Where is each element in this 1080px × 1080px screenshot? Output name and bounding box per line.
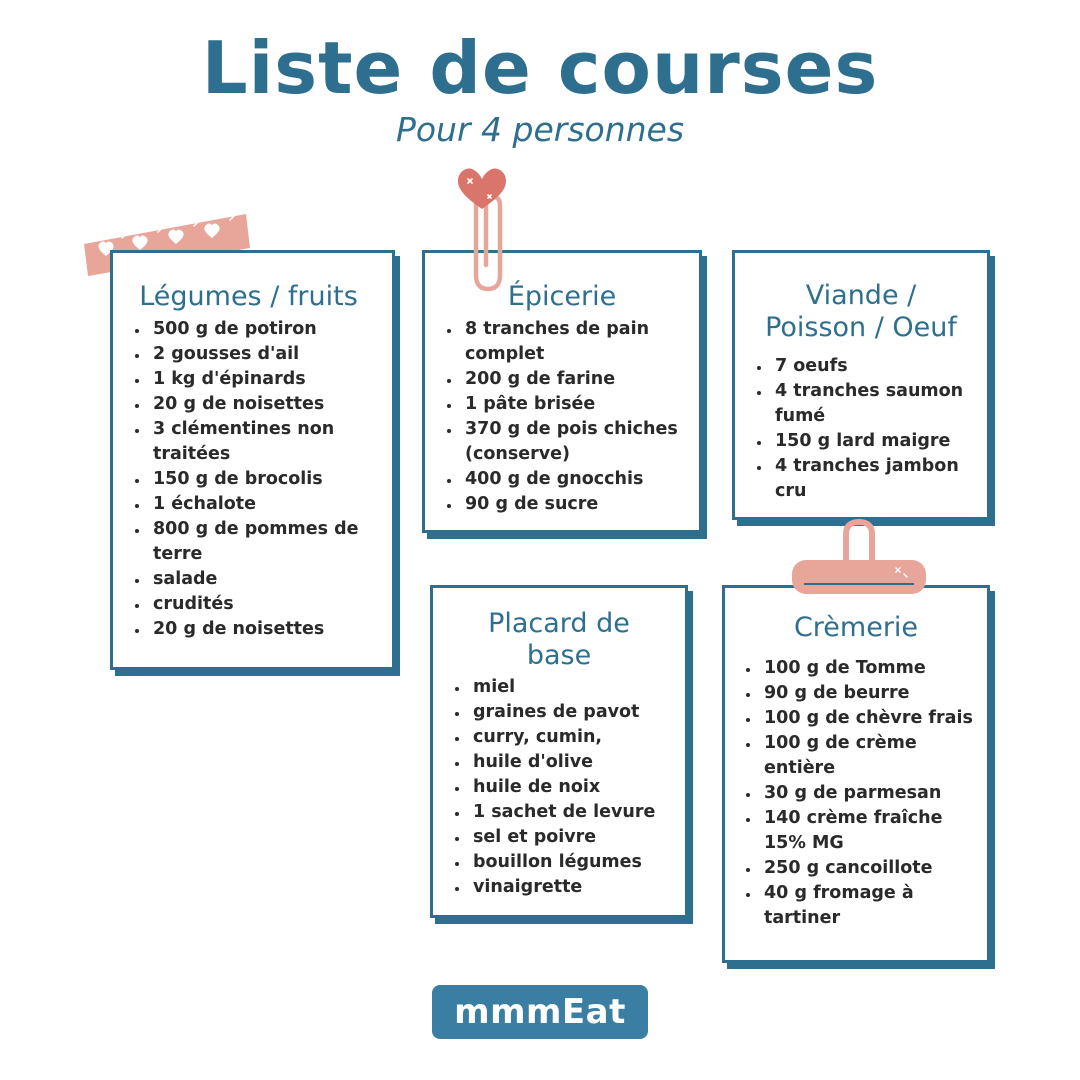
card-legumes-fruits xyxy=(110,250,395,670)
list-item: • 150 g lard maigre xyxy=(771,429,987,454)
list-item: • 1 sachet de levure xyxy=(469,800,685,825)
list-item: • 30 g de parmesan xyxy=(760,781,987,806)
item-list xyxy=(433,675,685,900)
list-item: • 90 g de sucre xyxy=(461,492,699,517)
list-item: • huile d'olive xyxy=(469,750,685,775)
card-title-line: base xyxy=(526,640,592,671)
list-item: • 40 g fromage à tartiner xyxy=(760,881,987,931)
card-title-line: Placard de xyxy=(488,608,630,639)
list-item: • huile de noix xyxy=(469,775,685,800)
item-list xyxy=(725,656,987,931)
list-item: • sel et poivre xyxy=(469,825,685,850)
list-item: • 1 échalote xyxy=(149,492,392,517)
list-item: • 4 tranches jambon cru xyxy=(771,454,987,504)
list-item: • crudités xyxy=(149,592,392,617)
item-list xyxy=(425,317,699,517)
card-title: Crèmerie xyxy=(793,612,919,643)
list-item: • bouillon légumes xyxy=(469,850,685,875)
brand-logo: mmmEat xyxy=(432,985,648,1039)
heart-paperclip-icon xyxy=(448,165,518,295)
binder-clip-icon xyxy=(788,518,930,600)
list-item: • graines de pavot xyxy=(469,700,685,725)
list-item: • vinaigrette xyxy=(469,875,685,900)
page-subtitle: Pour 4 personnes xyxy=(395,110,685,149)
list-item: • salade xyxy=(149,567,392,592)
list-item: • 200 g de farine xyxy=(461,367,699,392)
list-item: • 20 g de noisettes xyxy=(149,392,392,417)
list-item: • 1 kg d'épinards xyxy=(149,367,392,392)
card-placard-de-base xyxy=(430,585,688,918)
list-item: • 800 g de pommes de terre xyxy=(149,517,392,567)
list-item: • 1 pâte brisée xyxy=(461,392,699,417)
card-title: Légumes / fruits xyxy=(139,281,358,312)
list-item: • 150 g de brocolis xyxy=(149,467,392,492)
list-item: • 250 g cancoillote xyxy=(760,856,987,881)
list-item: • 8 tranches de pain complet xyxy=(461,317,699,367)
list-item: • miel xyxy=(469,675,685,700)
list-item: • 500 g de potiron xyxy=(149,317,392,342)
page-title: Liste de courses xyxy=(201,26,879,110)
card-title-line: Viande / xyxy=(805,280,917,311)
list-item: • 140 crème fraîche 15% MG xyxy=(760,806,987,856)
list-item: • 7 oeufs xyxy=(771,354,987,379)
list-item: • 100 g de chèvre frais xyxy=(760,706,987,731)
card-title-line: Poisson / Oeuf xyxy=(765,312,957,343)
list-item: • 4 tranches saumon fumé xyxy=(771,379,987,429)
item-list xyxy=(113,317,392,642)
card-title xyxy=(735,280,987,344)
list-item: • 2 gousses d'ail xyxy=(149,342,392,367)
list-item: • 100 g de crème entière xyxy=(760,731,987,781)
list-item: • 90 g de beurre xyxy=(760,681,987,706)
list-item: • 20 g de noisettes xyxy=(149,617,392,642)
list-item: • 100 g de Tomme xyxy=(760,656,987,681)
list-item: • 370 g de pois chiches (conserve) xyxy=(461,417,699,467)
item-list xyxy=(735,354,987,504)
card-title: Épicerie xyxy=(507,281,617,312)
card-title xyxy=(433,608,685,672)
list-item: • curry, cumin, xyxy=(469,725,685,750)
list-item: • 400 g de gnocchis xyxy=(461,467,699,492)
card-cremerie xyxy=(722,585,990,963)
list-item: • 3 clémentines non traitées xyxy=(149,417,392,467)
card-viande-poisson-oeuf xyxy=(732,250,990,520)
